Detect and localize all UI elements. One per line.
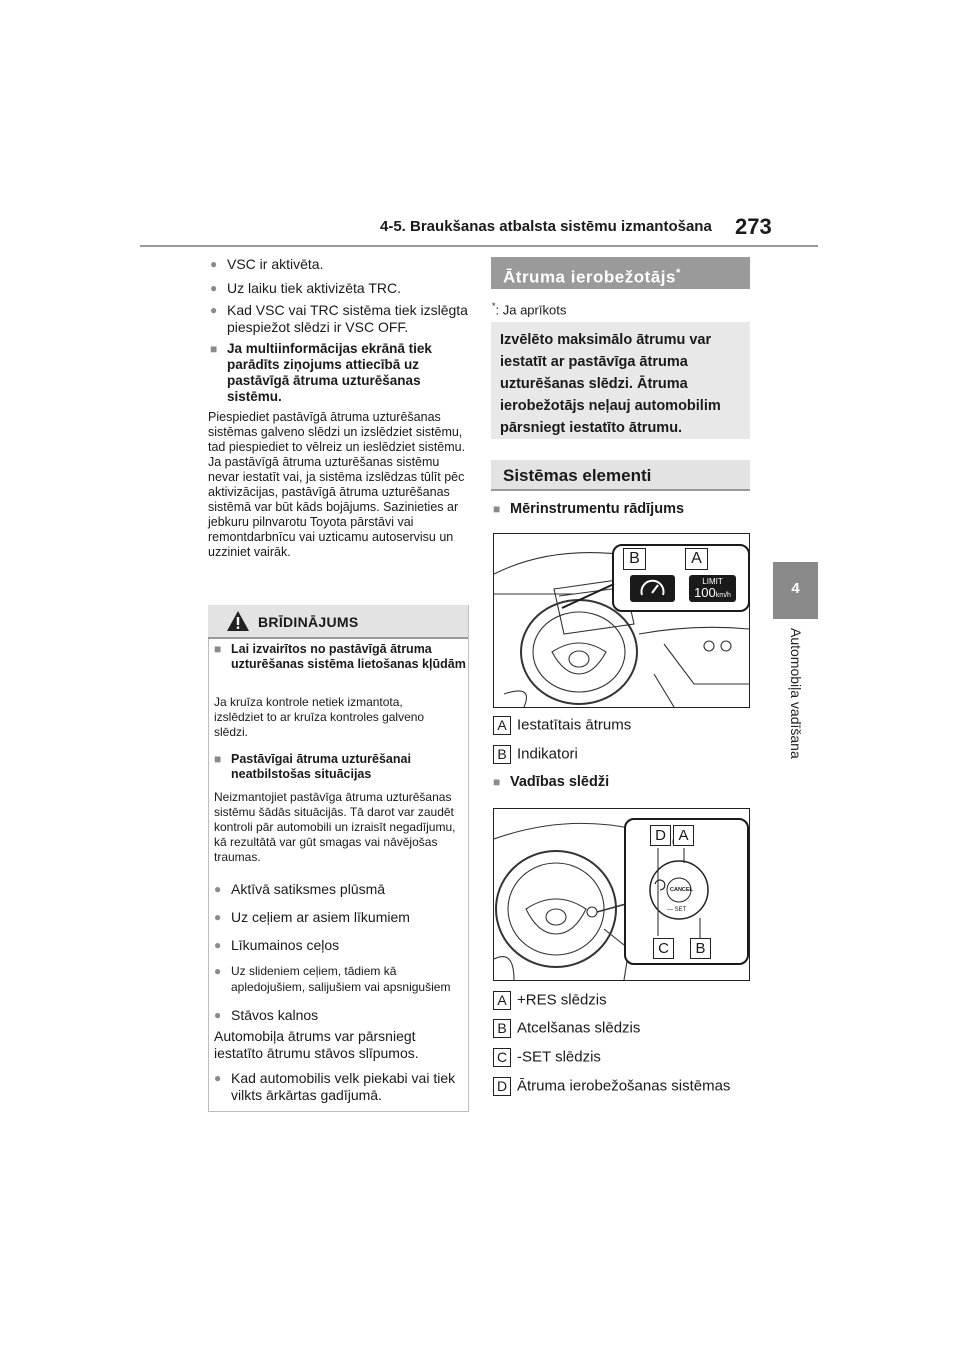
limit-value [689,586,736,603]
components-band [491,460,750,491]
warning-list-item: ● Aktīvā satiksmes plūsmā [214,881,471,898]
legend-row [493,1077,730,1096]
chapter-number: 4 [791,580,800,597]
legend-row [493,716,631,735]
legend-row [493,1019,640,1038]
limit-unit: km/h [715,592,731,599]
warning-list-item: ● Uz ceļiem ar asiem līkumiem [214,909,471,926]
callout-letter-d: D [650,825,671,846]
callout-pointer [560,580,620,612]
intro-text: Izvēlēto maksimālo ātrumu var iestatīt ar pastāvīga ātruma uzturēšanas slēdzi. Ātruma ierobežotājs neļauj automobilim pārsniegt iestatīto ātrumu. [500,332,721,436]
speed-limit-display [689,575,736,602]
callout-letter-a: A [685,548,708,570]
legend-text: Iestatītais ātrums [517,716,632,734]
section-band-title: Ātruma ierobežotājs [503,267,676,287]
legend-text: -SET slēdzis [517,1048,601,1066]
legend-letter: D [493,1077,511,1096]
warning-title: BRĪDINĀJUMS [258,614,359,630]
warning-subheading: ■ Lai izvairītos no pastāvīgā ātruma uzturēšanas sistēma lietošanas kļūdām [214,642,466,672]
section-heading: ■ Ja multiinformācijas ekrānā tiek parādīts ziņojums attiecībā uz pastāvīgā ātruma uzturēšanas sistēmu. [210,341,472,405]
callout-letter-c: C [653,938,674,959]
speedometer-icon [630,575,675,602]
warning-triangle-icon [226,610,250,632]
legend-text: Ātruma ierobežošanas sistēmas [517,1077,731,1095]
warning-text: Neizmantojiet pastāvīga ātruma uzturēšanas sistēmu šādās situācijās. Tā darot var zaudēt kontroli pār automobili un izraisīt negadījumu, kā rezultātā var gūt smagas vai nāvējošas traumas. [214,790,456,864]
legend-row [493,1048,601,1067]
warning-list-item: ● Stāvos kalnos [214,1007,471,1024]
callout-letter-b: B [623,548,646,570]
cancel-label: CANCEL [670,887,693,893]
warning-header-rule [208,637,468,639]
chapter-label-wrap [774,628,818,778]
legend-text: Atcelšanas slēdzis [517,1019,641,1037]
warning-list-item: ● Līkumainos ceļos [214,937,471,954]
callout-letter-b: B [690,938,711,959]
legend-letter: A [493,991,511,1010]
legend-text: +RES slēdzis [517,991,607,1009]
section-band [491,257,750,289]
warning-note: Automobiļa ātrums var pārsniegt iestatīto ātrumu stāvos slīpumos. [214,1028,419,1061]
footnote-text: : Ja aprīkots [495,302,567,318]
warning-subheading: ■ Pastāvīgai ātruma uzturēšanai neatbilstošas situācijas [214,752,466,782]
body-text: Piespiediet pastāvīgā ātruma uzturēšanas sistēmas galveno slēdzi un izslēdziet sistēmu, tad piespiediet to vēlreiz un ieslēdziet sistēmu. Ja pastāvīgā ātruma uzturēšanas sistēmu nevar iestatīt vai, ja sistēma izslēdzas tūlīt pēc aktivizācijas, pastāvīgā ātruma uzturēšanas sistēmā var būt kāds bojājums. Sazinieties ar jebkuru pilnvarotu Toyota pārstāvi vai remontdarbnīcu vai uzticamu autoservisu un uzziniet vairāk. [208,410,466,559]
warning-list-item: ● Uz slideniem ceļiem, tādiem kā apledojušiem, salijušiem vai apsnigušiem [214,963,471,995]
section-title: 4-5. Braukšanas atbalsta sistēmu izmantošana [380,218,712,235]
meter-subheading: ■ Mērinstrumentu rādījums [493,501,765,517]
legend-letter: B [493,745,511,764]
speed-limiter-indicator [630,575,675,602]
header-rule [140,245,818,247]
bullet-item: ● Uz laiku tiek aktivizēta TRC. [210,280,477,297]
footnote [492,301,566,317]
set-label: — SET [667,907,687,913]
legend-letter: A [493,716,511,735]
legend-row [493,991,607,1010]
warning-text: Ja kruīza kontrole netiek izmantota, izslēdziet to ar kruīza kontroles galveno slēdzi. [214,695,425,739]
legend-row [493,745,578,764]
section-band-star: * [675,267,681,279]
switches-subheading: ■ Vadības slēdži [493,774,765,790]
bullet-item: ● VSC ir aktivēta. [210,256,477,273]
warning-list-item: ● Kad automobilis velk piekabi vai tiek vilkts ārkārtas gadījumā. [214,1070,471,1104]
components-title: Sistēmas elementi [503,466,652,485]
legend-letter: C [493,1048,511,1067]
limit-speed: 100 [694,585,716,600]
page-number: 273 [735,214,772,239]
chapter-label: Automobiļa vadīšana [788,628,804,759]
footnote-star: * [492,301,496,311]
callout-letter-a: A [673,825,694,846]
legend-text: Indikatori [517,745,578,763]
limit-label: LIMIT [702,577,723,586]
legend-letter: B [493,1019,511,1038]
bullet-item: ● Kad VSC vai TRC sistēma tiek izslēgta piespiežot slēdzi ir VSC OFF. [210,302,477,336]
